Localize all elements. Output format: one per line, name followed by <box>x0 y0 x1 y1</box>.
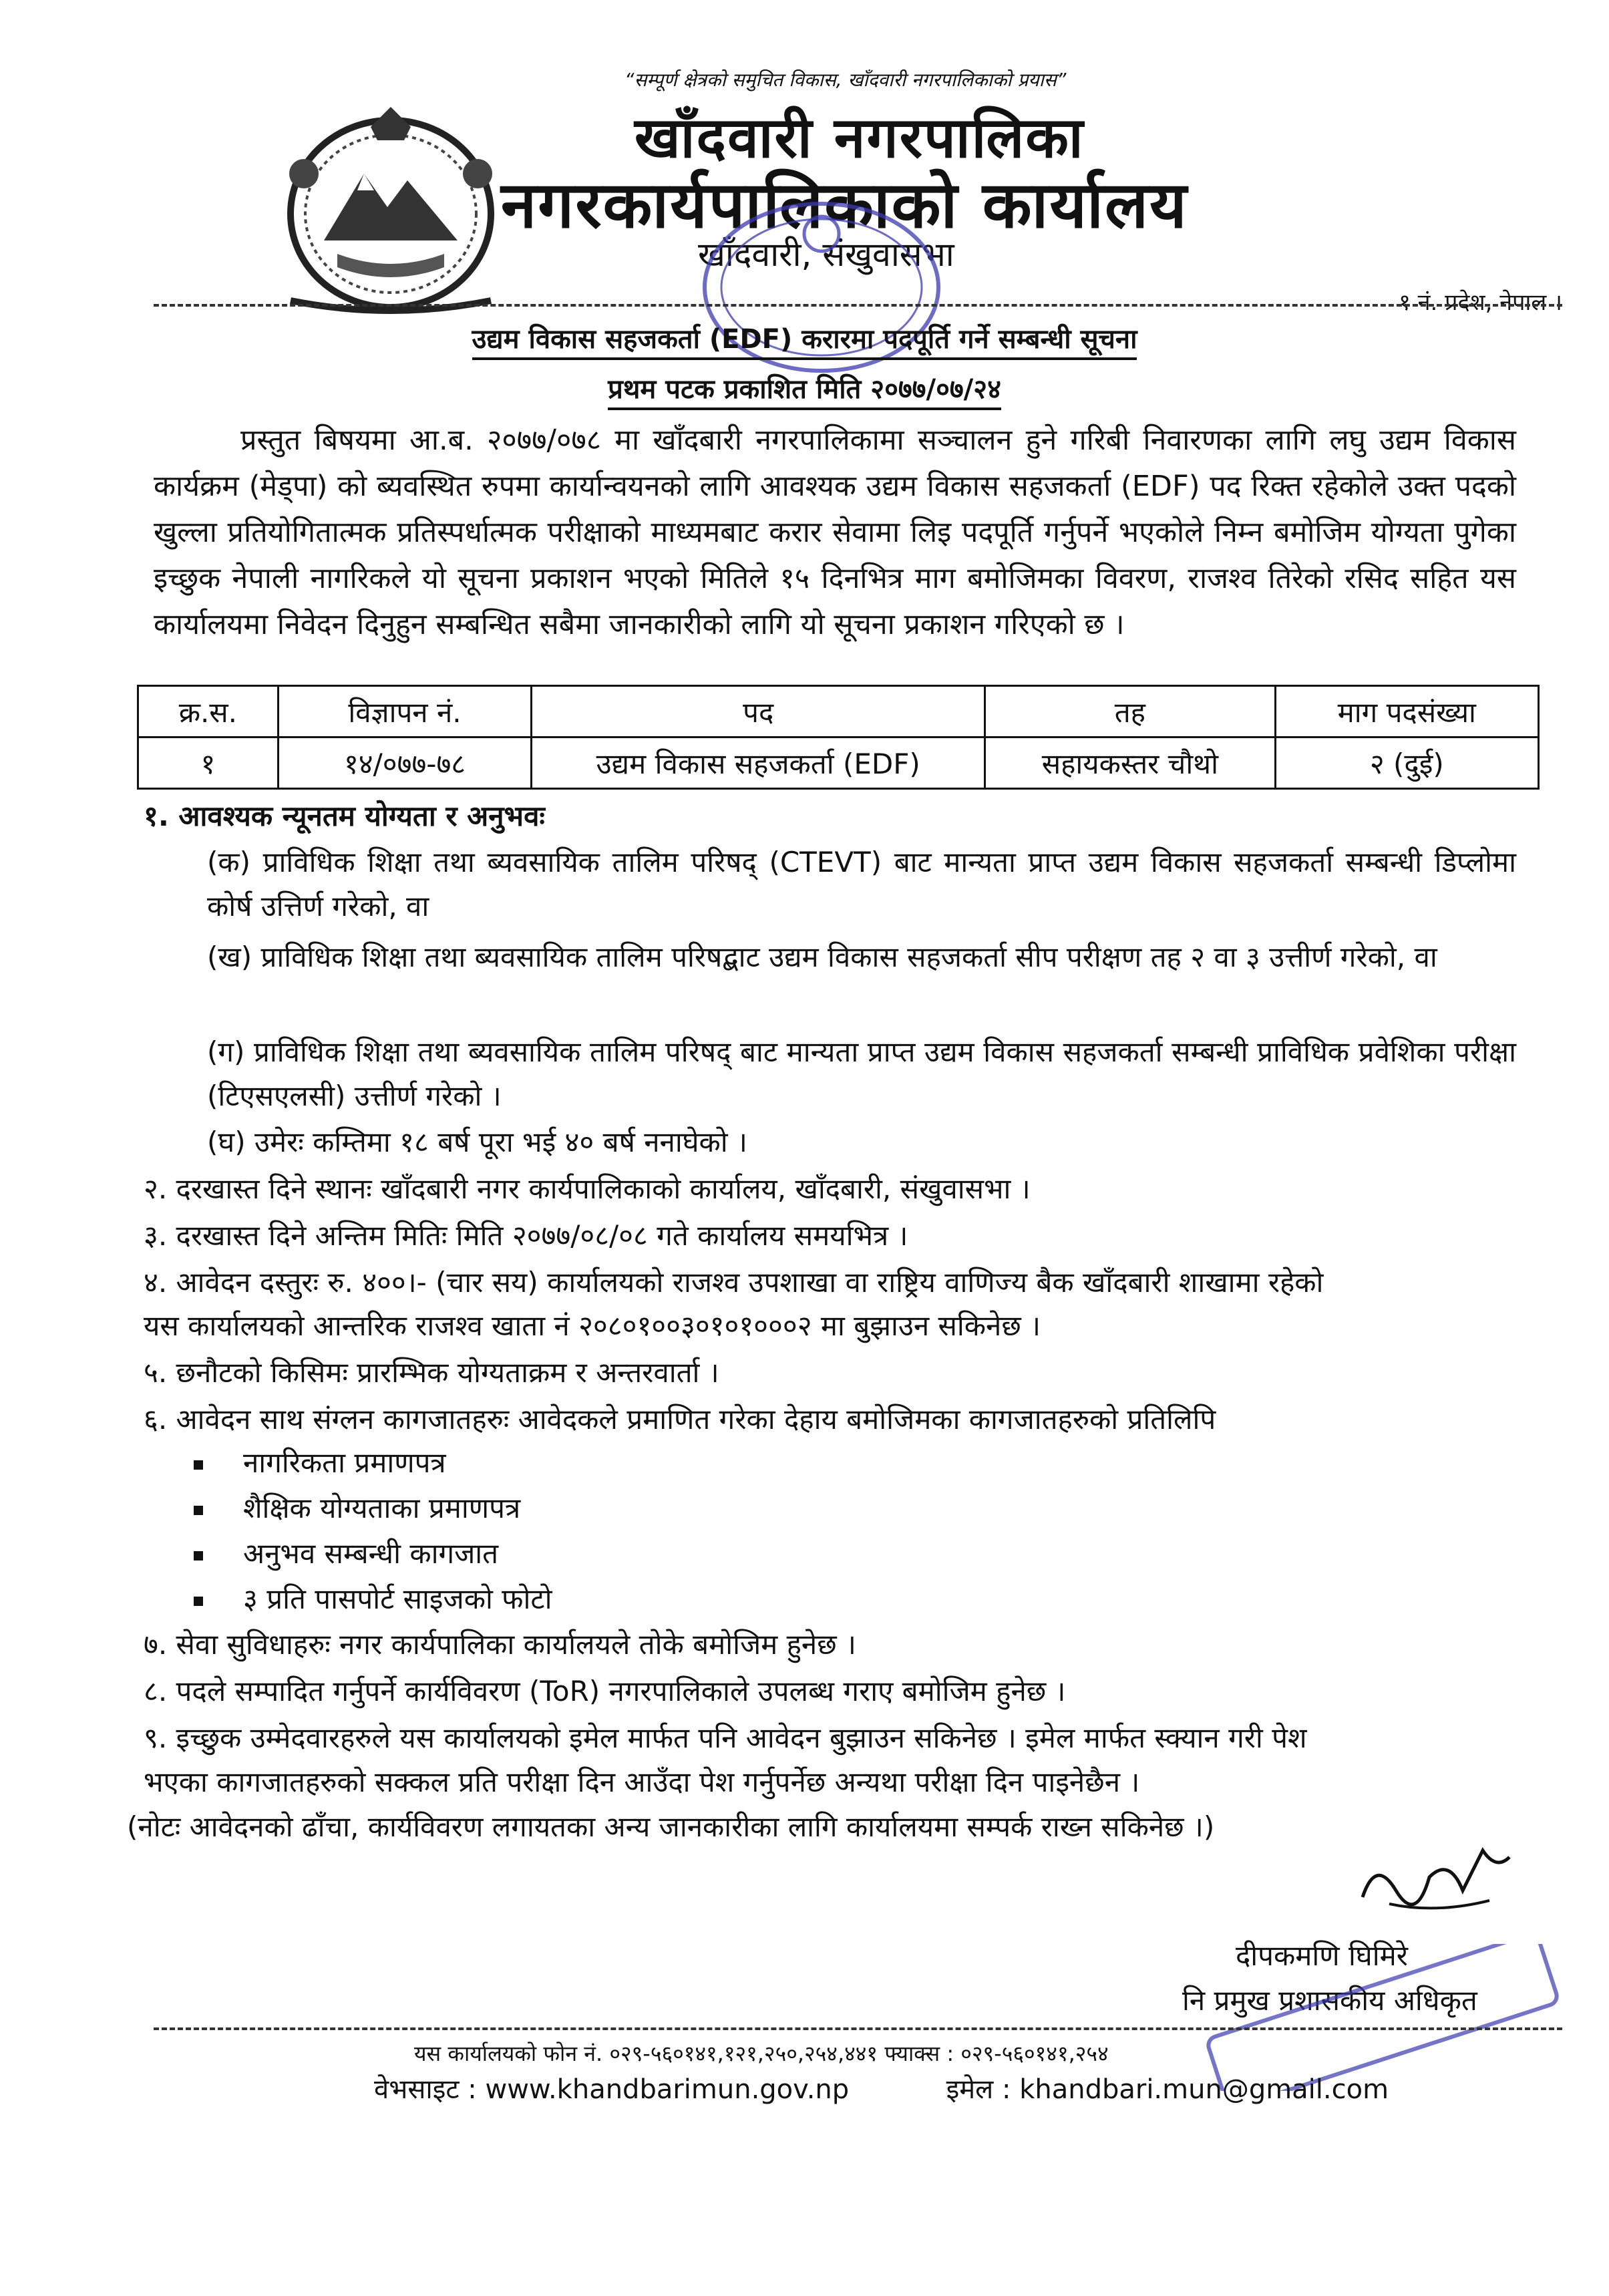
bullet-icon <box>194 1460 203 1470</box>
list-item: अनुभव सम्बन्धी कागजात <box>194 1534 498 1572</box>
nepal-emblem-icon <box>264 100 518 321</box>
cell-ad-number: १४/०७७-७८ <box>278 737 532 789</box>
notice-subject: उद्यम विकास सहजकर्ता (EDF) करारमा पदपूर्ति गर्ने सम्बन्धी सूचना <box>0 319 1609 356</box>
qualification-gha: (घ) उमेरः कम्तिमा १८ बर्ष पूरा भई ४० बर्ष ननाघेको । <box>207 1126 747 1158</box>
cell-post: उद्यम विकास सहजकर्ता (EDF) <box>532 737 985 789</box>
header-divider <box>154 304 1562 307</box>
municipality-name: खाँदवारी नगरपालिका <box>635 105 1085 170</box>
col-vacancies: माग पदसंख्या <box>1275 686 1538 737</box>
cell-level: सहायकस्तर चौथो <box>985 737 1275 789</box>
section-1-title: १. आवश्यक न्यूनतम योग्यता र अनुभवः <box>144 800 545 832</box>
intro-paragraph: प्रस्तुत बिषयमा आ.ब. २०७७/०७८ मा खाँदबारी नगरपालिकामा सञ्चालन हुने गरिबी निवारणका लागि लघु उद्यम विकास कार्यक्रम (मेड्पा) को ब्यवस्थित रुपमा कार्यान्वयनको लागि आवश्यक उद्यम विकास सहजकर्ता (EDF) पद रिक्त रहेकोले उक्त पदको खुल्ला प्रतियोगितात्मक प्रतिस्पर्धात्मक परीक्षाको माध्यमबाट करार सेवामा लिइ पदपूर्ति गर्नुपर्ने भएकोले निम्न बमोजिम योग्यता पुगेका इच्छुक नेपाली नागरिकले यो सूचना प्रकाशन भएको मितिले १५ दिनभित्र माग बमोजिमका विवरण, राजश्व तिरेको रसिद सहित यस कार्यालयमा निवेदन दिनुहुन सम्बन्धित सबैमा जानकारीको लागि यो सूचना प्रकाशन गरिएको छ । <box>154 424 1516 641</box>
bullet-icon <box>194 1506 203 1515</box>
list-item: नागरिकता प्रमाणपत्र <box>194 1443 446 1481</box>
section-7: ७. सेवा सुविधाहरुः नगर कार्यपालिका कार्यालयले तोके बमोजिम हुनेछ । <box>144 1628 856 1661</box>
email-label: इमेल : <box>946 2074 1011 2105</box>
qualification-ka: (क) प्राविधिक शिक्षा तथा ब्यवसायिक तालिम परिषद् (CTEVT) बाट मान्यता प्राप्त उद्यम विकास सहजकर्ता सम्बन्धी डिप्लोमा कोर्ष उत्तिर्ण गरेको, वा <box>207 846 1516 923</box>
publication-date: प्रथम पटक प्रकाशित मिति २०७७/०७/२४ <box>0 369 1609 406</box>
email-link[interactable]: khandbari.mun@gmail.com <box>1019 2074 1389 2105</box>
list-item: ३ प्रति पासपोर्ट साइजको फोटो <box>194 1579 552 1617</box>
cell-vacancies: २ (दुई) <box>1275 737 1538 789</box>
officer-stamp <box>1196 1944 1570 2091</box>
section-9-line2: भएका कागजातहरुको सक्कल प्रति परीक्षा दिन आउँदा पेश गर्नुपर्नेछ अन्यथा परीक्षा दिन पाइनेछैन । <box>144 1766 1140 1798</box>
footer-web-email <box>374 2070 1389 2106</box>
office-name: नगरकार्यपालिकाको कार्यालय <box>501 168 1188 242</box>
bullet-icon <box>194 1551 203 1561</box>
table-header-row <box>138 686 1539 737</box>
vacancy-table <box>137 685 1540 790</box>
section-5: ५. छनौटको किसिमः प्रारम्भिक योग्यताक्रम र अन्तरवार्ता । <box>144 1356 719 1389</box>
footer-contact: यस कार्यालयको फोन नं. ०२९-५६०१४१,१२१,२५०,२५४,४४१ फ्याक्स : ०२९-५६०१४१,२५४ <box>414 2041 1109 2066</box>
signatory-name: दीपकमणि घिमिरे <box>1236 1939 1408 1972</box>
section-6: ६. आवेदन साथ संग्लन कागजातहरुः आवेदकले प्रमाणित गरेका देहाय बमोजिमका कागजातहरुको प्रतिलिपि <box>144 1403 1216 1436</box>
province-label: १ नं. प्रदेश, नेपाल । <box>1399 289 1562 316</box>
signatory-title: नि प्रमुख प्रशासकीय अधिकृत <box>1182 1984 1477 2017</box>
table-row <box>138 737 1539 789</box>
section-8: ८. पदले सम्पादित गर्नुपर्ने कार्यविवरण (ToR) नगरपालिकाले उपलब्ध गराए बमोजिम हुनेछ । <box>144 1675 1066 1707</box>
col-post: पद <box>532 686 985 737</box>
slogan: “सम्पूर्ण क्षेत्रको समुचित विकास, खाँदवारी नगरपालिकाको प्रयास” <box>624 69 1067 91</box>
col-serial: क्र.स. <box>138 686 279 737</box>
footer-divider <box>154 2027 1562 2030</box>
section-4-line1: ४. आवेदन दस्तुरः रु. ४००।- (चार सय) कार्यालयको राजश्व उपशाखा वा राष्ट्रिय वाणिज्य बैक खाँदबारी शाखामा रहेको <box>144 1266 1324 1299</box>
cell-serial: १ <box>138 737 279 789</box>
section-2: २. दरखास्त दिने स्थानः खाँदबारी नगर कार्यपालिकाको कार्यालय, खाँदबारी, संखुवासभा । <box>144 1172 1031 1205</box>
section-9-line1: ९. इच्छुक उम्मेदवारहरुले यस कार्यालयको इमेल मार्फत पनि आवेदन बुझाउन सकिनेछ । इमेल मार्फत स्क्यान गरी पेश <box>144 1721 1307 1754</box>
note: (नोटः आवेदनको ढाँचा, कार्यविवरण लगायतका अन्य जानकारीका लागि कार्यालयमा सम्पर्क राख्न सकिनेछ ।) <box>127 1810 1215 1843</box>
office-location: खाँदवारी, संखुवासभा <box>698 235 954 274</box>
qualification-ga: (ग) प्राविधिक शिक्षा तथा ब्यवसायिक तालिम परिषद् बाट मान्यता प्राप्त उद्यम विकास सहजकर्ता सम्बन्धी प्राविधिक प्रवेशिका परीक्षा (टिएसएलसी) उत्तीर्ण गरेको । <box>207 1035 1516 1112</box>
signature <box>1349 1830 1523 1924</box>
website-label: वेभसाइट : <box>374 2074 477 2105</box>
col-level: तह <box>985 686 1275 737</box>
section-4-line2: यस कार्यालयको आन्तरिक राजश्व खाता नं २०८०१००३०१०१०००२ मा बुझाउन सकिनेछ । <box>144 1309 1041 1342</box>
bullet-icon <box>194 1597 203 1606</box>
col-ad-number: विज्ञापन नं. <box>278 686 532 737</box>
list-item: शैक्षिक योग्यताका प्रमाणपत्र <box>194 1488 520 1526</box>
website-link[interactable]: www.khandbarimun.gov.np <box>485 2074 850 2105</box>
qualification-kha: (ख) प्राविधिक शिक्षा तथा ब्यवसायिक तालिम परिषद्बाट उद्यम विकास सहजकर्ता सीप परीक्षण तह २ वा ३ उत्तीर्ण गरेको, वा <box>207 941 1437 973</box>
section-3: ३. दरखास्त दिने अन्तिम मितिः मिति २०७७/०८/०८ गते कार्यालय समयभित्र । <box>144 1219 908 1252</box>
